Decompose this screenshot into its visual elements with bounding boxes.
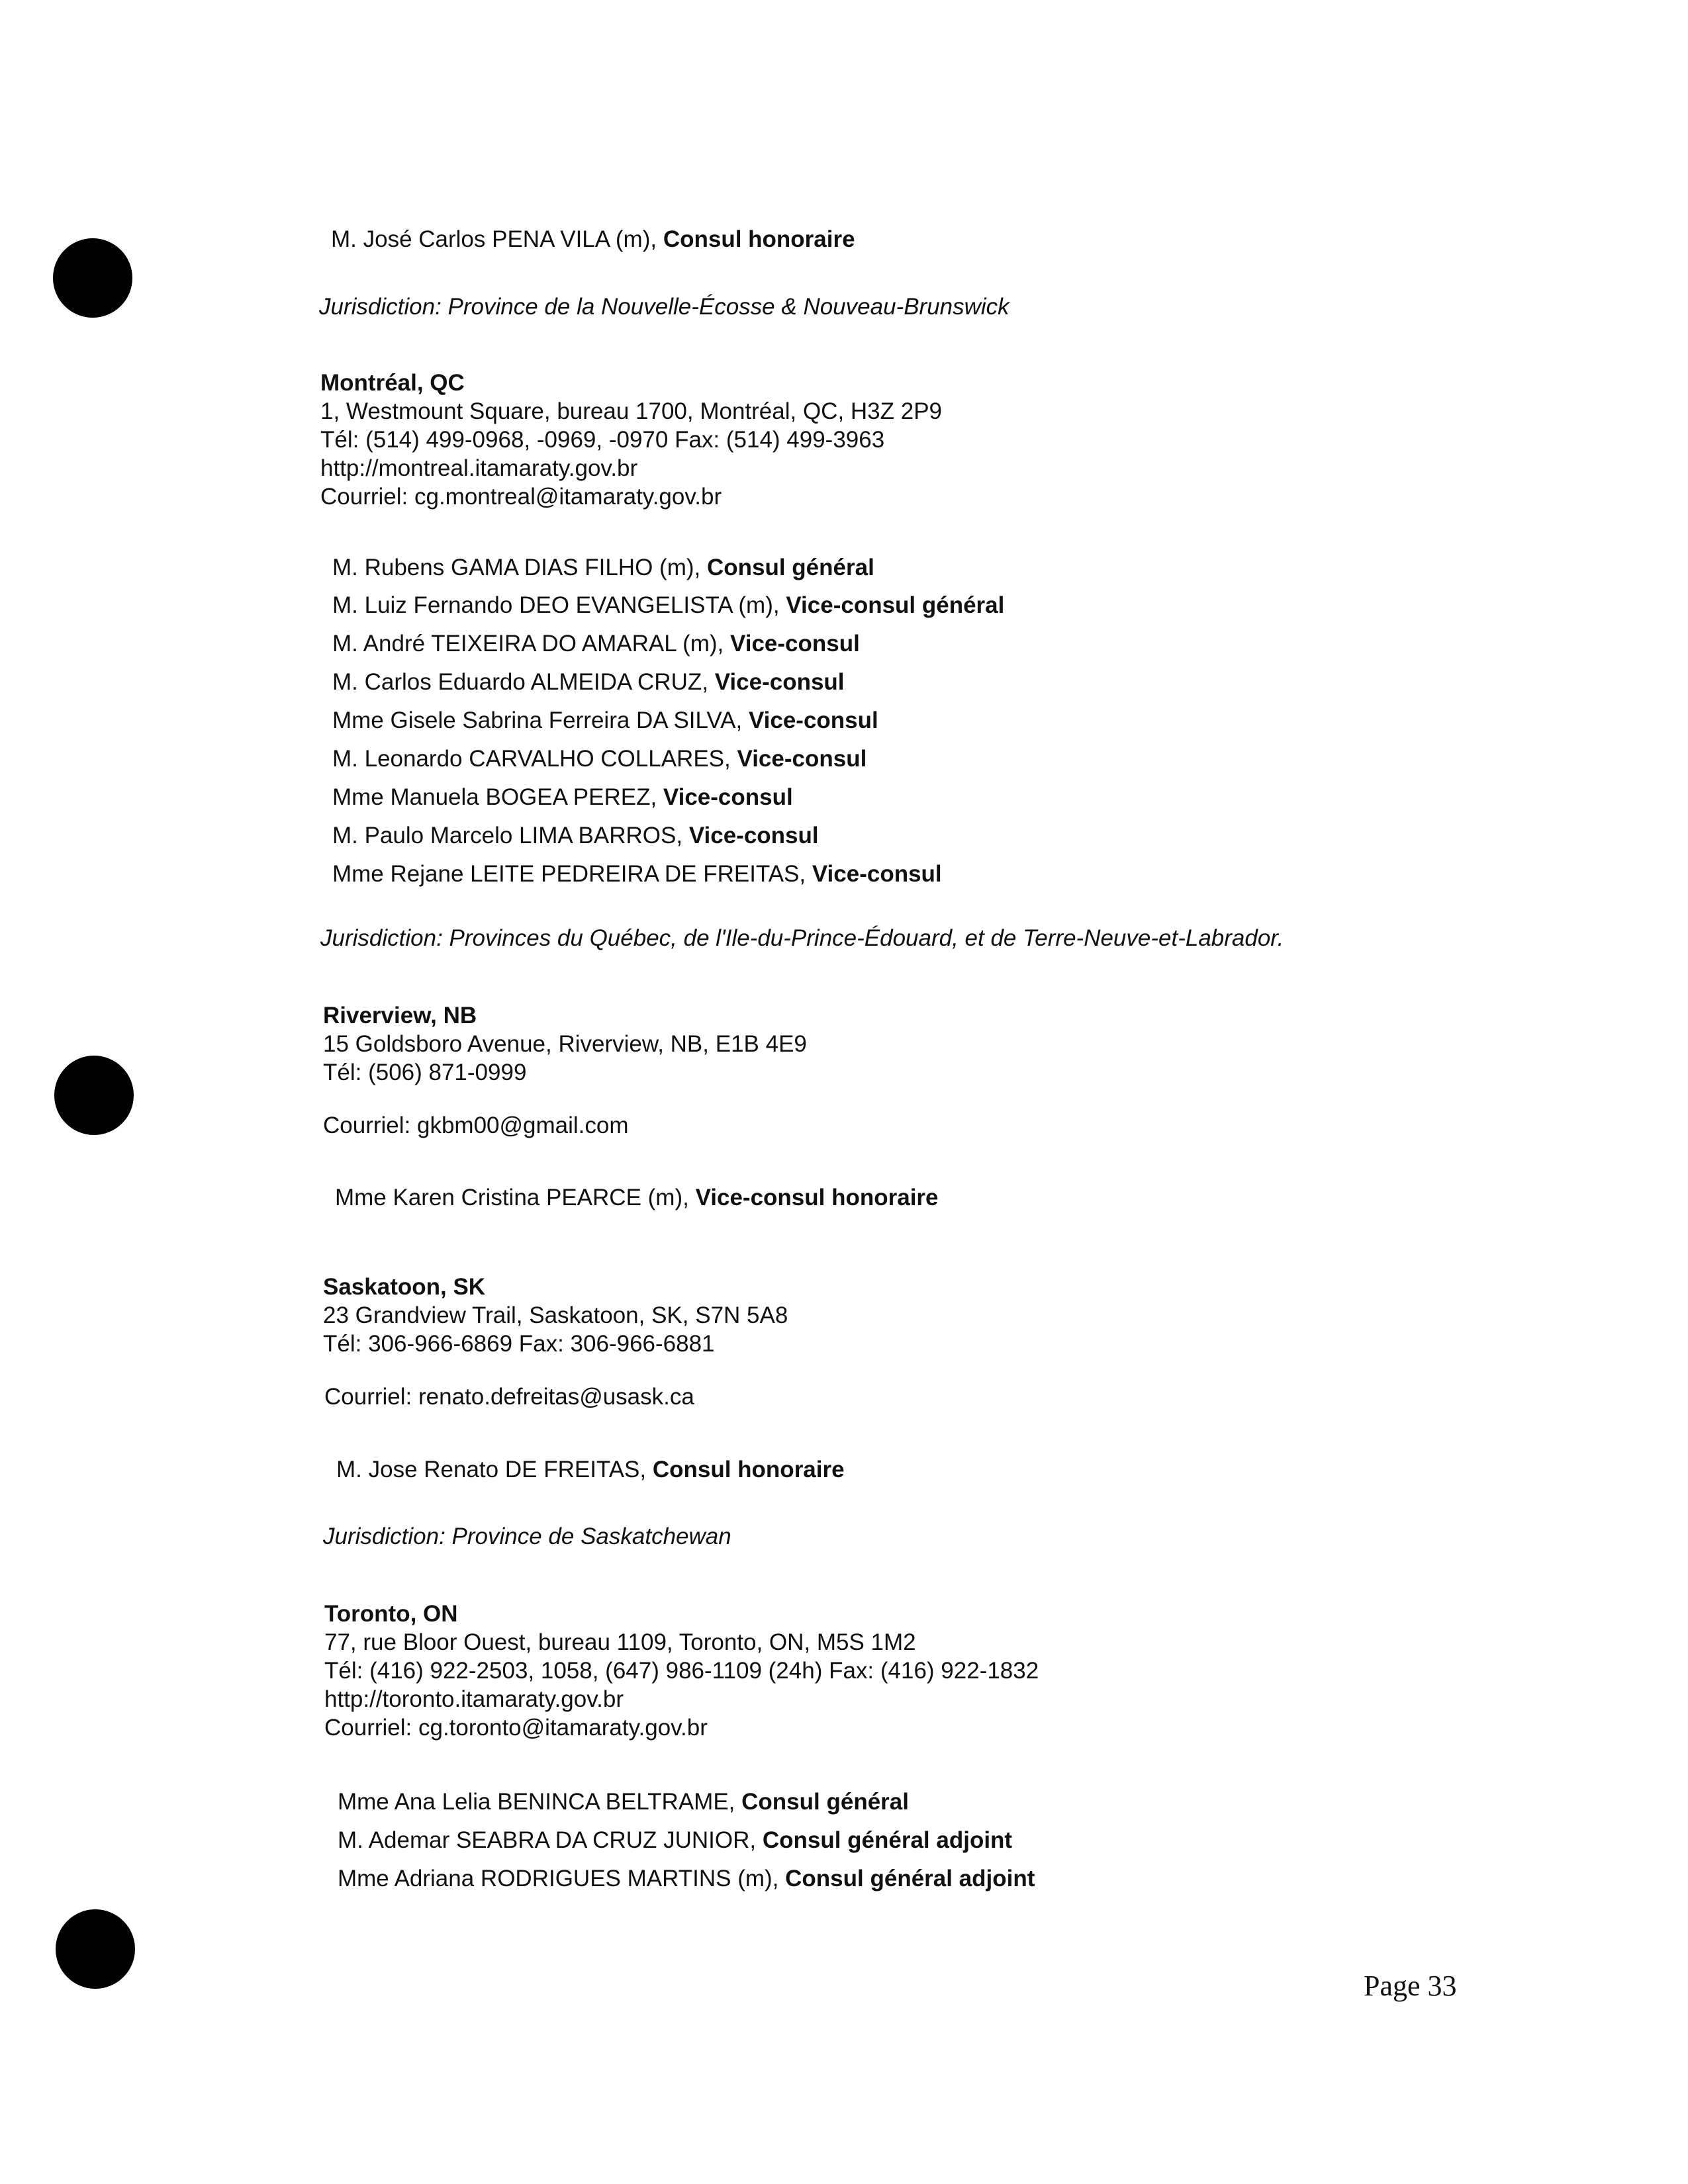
official-line [338, 1826, 1012, 1855]
official-name: Mme Adriana RODRIGUES MARTINS (m), [338, 1866, 779, 1891]
official-title: Consul général [741, 1789, 909, 1815]
official-title: Consul général adjoint [785, 1866, 1035, 1891]
address-line: 23 Grandview Trail, Saskatoon, SK, S7N 5A8 [323, 1302, 788, 1328]
official-line [332, 745, 867, 774]
official-title: Vice-consul général [786, 592, 1005, 618]
official-title: Vice-consul [663, 784, 793, 810]
address-line: 15 Goldsboro Avenue, Riverview, NB, E1B 4E9 [323, 1031, 807, 1057]
jurisdiction-note: Jurisdiction: Provinces du Québec, de l'Ile-du-Prince-Édouard, et de Terre-Neuve-et-Labrador. [320, 925, 1284, 951]
official-title: Consul honoraire [652, 1457, 845, 1482]
official-title: Vice-consul honoraire [695, 1185, 939, 1210]
official-line [332, 783, 793, 812]
consulate-block-saskatoon [323, 1273, 788, 1358]
binder-hole-top [53, 238, 132, 318]
official-title: Vice-consul [714, 669, 845, 695]
email-line: Courriel: cg.montreal@itamaraty.gov.br [320, 484, 722, 510]
official-name: M. Paulo Marcelo LIMA BARROS, [332, 823, 683, 848]
official-title: Vice-consul [812, 861, 942, 887]
official-name: M. André TEIXEIRA DO AMARAL (m), [332, 631, 724, 657]
address-line: 77, rue Bloor Ouest, bureau 1109, Toronto, ON, M5S 1M2 [324, 1629, 916, 1655]
official-name: Mme Manuela BOGEA PEREZ, [332, 784, 657, 810]
official-line [332, 860, 942, 889]
address-line: 1, Westmount Square, bureau 1700, Montréal, QC, H3Z 2P9 [320, 398, 943, 424]
phone-line: Tél: (416) 922-2503, 1058, (647) 986-1109 (24h) Fax: (416) 922-1832 [324, 1658, 1039, 1684]
official-title: Consul honoraire [663, 226, 855, 252]
official-name: M. Luiz Fernando DEO EVANGELISTA (m), [332, 592, 780, 618]
section-heading: Riverview, NB [323, 1003, 477, 1028]
official-line [332, 591, 1004, 620]
page-number: Page 33 [1364, 1970, 1457, 2002]
official-title: Consul général [706, 555, 874, 580]
consulate-block-riverview [323, 1001, 807, 1087]
email-line: Courriel: cg.toronto@itamaraty.gov.br [324, 1715, 708, 1741]
official-name: Mme Gisele Sabrina Ferreira DA SILVA, [332, 707, 743, 733]
official-name: Mme Karen Cristina PEARCE (m), [335, 1185, 689, 1210]
phone-line: Tél: (506) 871-0999 [323, 1060, 527, 1085]
official-line [335, 1183, 939, 1212]
jurisdiction-note: Jurisdiction: Province de Saskatchewan [323, 1524, 731, 1549]
binder-hole-middle [54, 1056, 134, 1135]
official-title: Vice-consul [737, 746, 867, 772]
official-title: Vice-consul [688, 823, 819, 848]
official-title: Consul général adjoint [762, 1827, 1013, 1853]
official-line [332, 553, 874, 582]
binder-hole-bottom [56, 1909, 135, 1989]
official-title: Vice-consul [730, 631, 860, 657]
phone-line: Tél: (514) 499-0968, -0969, -0970 Fax: (514) 499-3963 [320, 427, 885, 453]
official-name: M. Ademar SEABRA DA CRUZ JUNIOR, [338, 1827, 757, 1853]
official-name: Mme Ana Lelia BENINCA BELTRAME, [338, 1789, 735, 1815]
official-line [338, 1864, 1035, 1893]
website-link: http://toronto.itamaraty.gov.br [324, 1686, 624, 1712]
official-name: M. Rubens GAMA DIAS FILHO (m), [332, 555, 701, 580]
official-line [332, 668, 845, 697]
official-line [338, 1788, 909, 1817]
website-link: http://montreal.itamaraty.gov.br [320, 455, 638, 481]
section-heading: Montréal, QC [320, 370, 465, 396]
section-heading: Saskatoon, SK [323, 1274, 486, 1300]
section-heading: Toronto, ON [324, 1601, 458, 1627]
official-name: Mme Rejane LEITE PEDREIRA DE FREITAS, [332, 861, 806, 887]
official-name: M. José Carlos PENA VILA (m), [331, 226, 657, 252]
official-line [331, 225, 855, 254]
email-line: Courriel: gkbm00@gmail.com [323, 1113, 629, 1138]
consulate-block-montreal [320, 369, 942, 511]
official-line [332, 821, 819, 850]
official-name: M. Leonardo CARVALHO COLLARES, [332, 746, 731, 772]
phone-line: Tél: 306-966-6869 Fax: 306-966-6881 [323, 1331, 715, 1357]
official-line [332, 706, 878, 735]
email-line: Courriel: renato.defreitas@usask.ca [324, 1384, 694, 1410]
official-line [336, 1455, 845, 1484]
official-name: M. Jose Renato DE FREITAS, [336, 1457, 647, 1482]
official-title: Vice-consul [748, 707, 878, 733]
official-name: M. Carlos Eduardo ALMEIDA CRUZ, [332, 669, 708, 695]
consulate-block-toronto [324, 1600, 1039, 1742]
jurisdiction-note: Jurisdiction: Province de la Nouvelle-Écosse & Nouveau-Brunswick [319, 294, 1009, 320]
official-line [332, 629, 860, 659]
